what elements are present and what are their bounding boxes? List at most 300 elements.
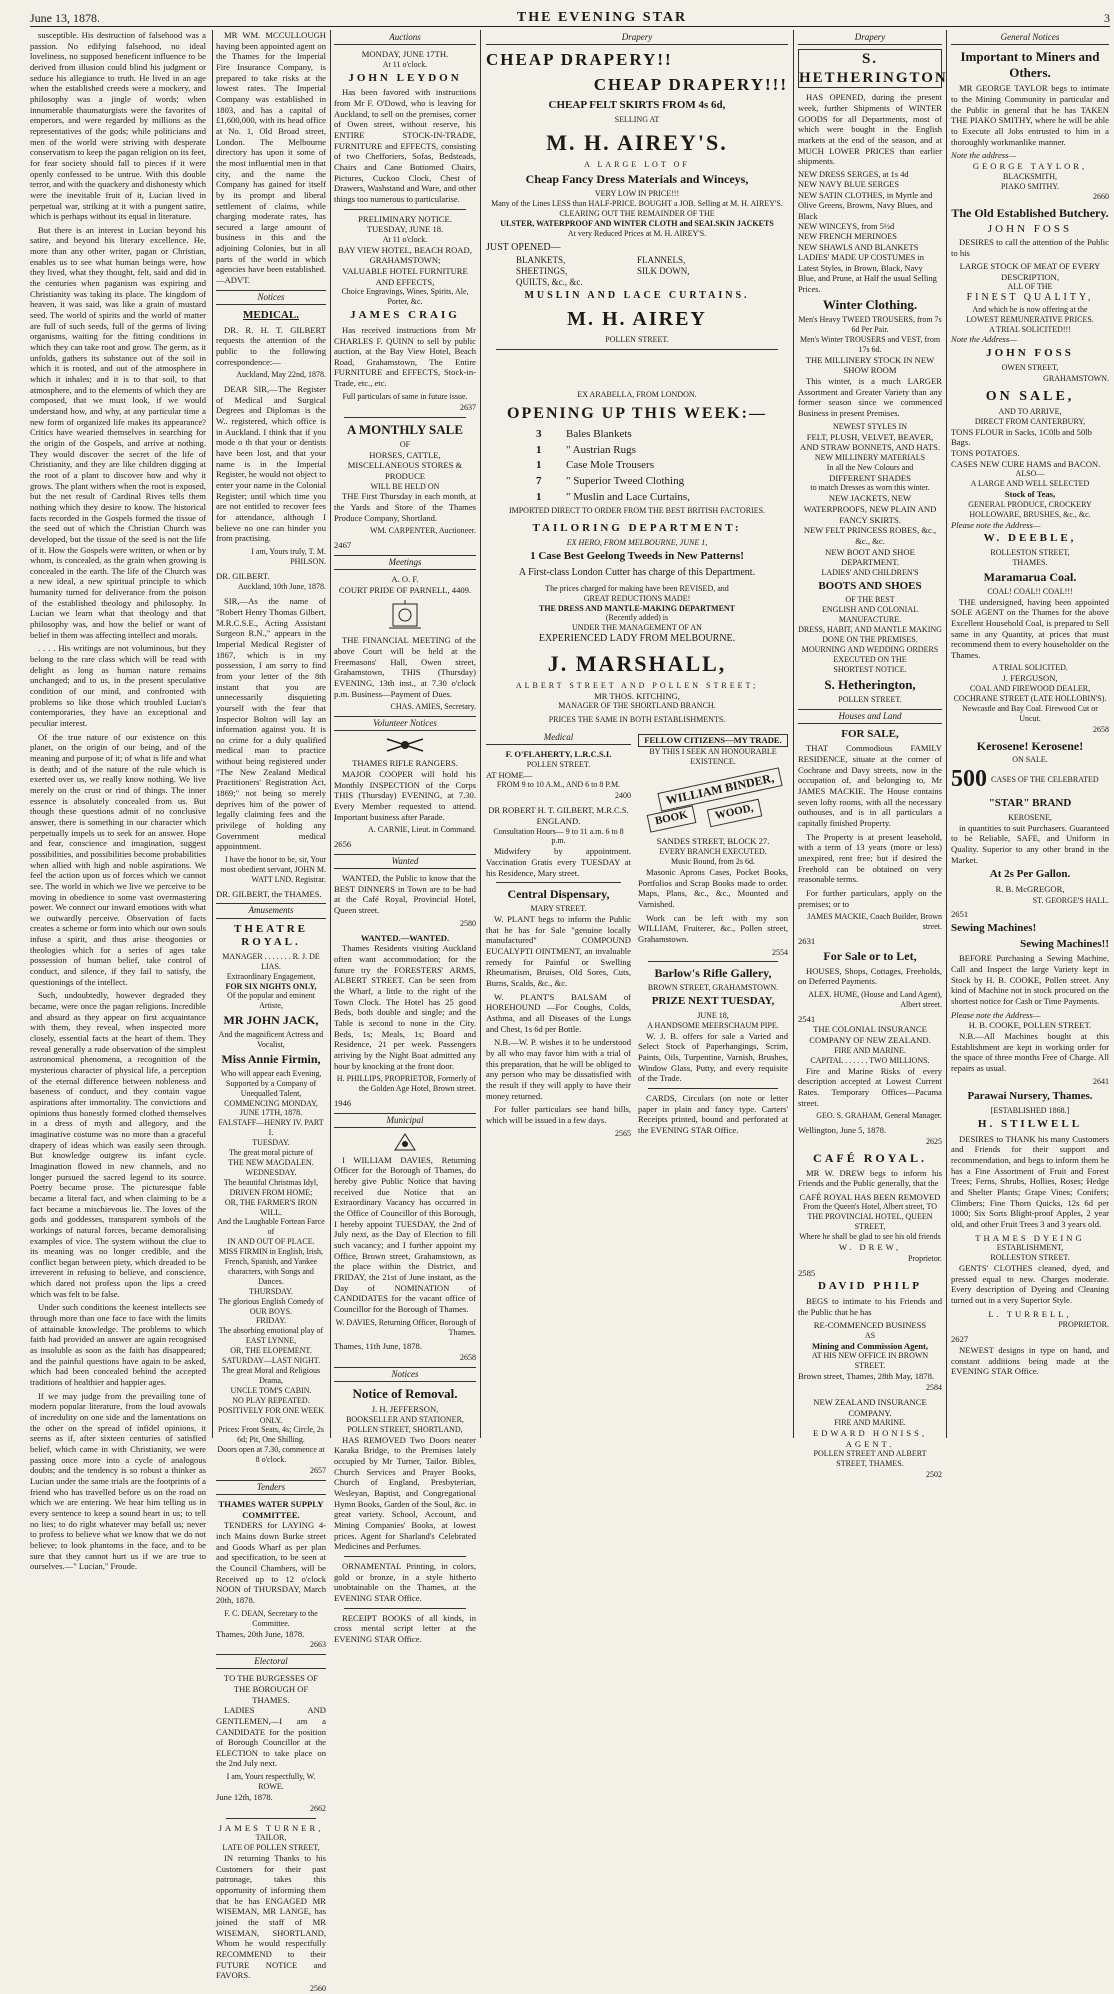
new-jackets: NEW JACKETS, NEW WATERPROOFS, NEW PLAIN AND FANCY SKIRTS. bbox=[803, 493, 937, 525]
theatre-program-line: And the Laughable Fortean Farce of bbox=[217, 1217, 325, 1237]
stilwell-body: DESIRES to THANK his many Customers and Friends for their support and recommendation, and begs to inform them he has a Fine Assortment of Fruit and Forest Trees; Ferns, Shrubs, Hollies, Roses; Hedge and Shelter Plants; Grape Vines; Conifers; Climbers; Fine Thorn Quicks, 12s 6d per 1000; Six Sorts Blight-proof Apples, 2 year old, and other Fruit Trees 3 and 3 years old. bbox=[951, 1133, 1109, 1229]
general-produce: GENERAL PRODUCE, CROCKERY HOLLOWARE, BRUSHES, &c., &c. bbox=[968, 499, 1092, 519]
article-paragraph: . . . . His writings are not voluminous, but they belong to the rare class which will be read with delight as long as human nature remains unchanged; and to us, in the present speculative condition of our mind, and confronted with problems so like those which troubled Lucian's contemporaries, they have an exceptional and peculiar interest. bbox=[30, 643, 206, 728]
english-colonial: ENGLISH AND COLONIAL MANUFACTURE. bbox=[822, 605, 918, 625]
gilbert: DR ROBERT H. T. GILBERT, M.R.C.S. ENGLAND. bbox=[488, 805, 629, 826]
miners-body: MR GEORGE TAYLOR begs to intimate to the Mining Community in particular and the Public in general that he has TAKEN THE PIAKO SMITHY, where he will be able to Execute all Jobs entrusted to him in a thoroughly workmanlike manner. bbox=[951, 83, 1109, 147]
j-marshall: J. MARSHALL, bbox=[547, 650, 727, 676]
j-ferguson: J. FERGUSON, bbox=[1002, 673, 1058, 684]
theatre-program-line: The great moral picture of bbox=[229, 1148, 313, 1158]
auction-time: At 11 o'clock. bbox=[382, 59, 428, 69]
section-header: Notices bbox=[216, 290, 326, 305]
same-prices: PRICES THE SAME IN BOTH ESTABLISHMENTS. bbox=[548, 715, 726, 725]
theatre-program-line: IN AND OUT OF PLACE. bbox=[227, 1237, 315, 1247]
note-address: Note the Address— bbox=[951, 334, 1017, 345]
theatre-program-line: SATURDAY—LAST NIGHT. bbox=[221, 1356, 321, 1366]
blacksmith: BLACKSMITH, bbox=[1002, 171, 1057, 181]
article-paragraph: If we may judge from the prevailing tone of modern popular literature, from the loud avowals of incredulity on one side and the lamentations on the other on the spread of infidel opinions, it seems as if, after sixteen centuries of satisfied belief, which came in with Christianity, we were passing once more into a cycle of analogous doubts; and the tendency is so robust a thinker as Lucian under the same trials are the footprints of a friend who has travelled before us on the road on which we are entering. We hear him telling us in every sentence to keep a sound heart in us; to tell no lies; to do right whatever may befall us; never to profess to believe what we know that we do not believe; to look phantoms in the face, and to be sure that they cannot hurt us if we are true to ourselves.—" Lucian," Froude. bbox=[30, 1390, 206, 1572]
column-4b-medical bbox=[486, 730, 631, 1438]
theatre-program-line: The great Moral and Religious Drama, bbox=[221, 1366, 321, 1385]
thames-dyeing: THAMES DYEING bbox=[975, 1232, 1085, 1243]
ad-number: 2554 bbox=[772, 947, 788, 957]
section-header: Drapery bbox=[486, 32, 788, 45]
auction-body: Has been favored with instructions from Mr F. O'Dowd, who is leaving for Auckland, to sell on the premises, corner of Owen street, without reserve, his ENTIRE STOCK-IN-TRADE, FURNITURE and EFFECTS, consisting of two Chefforiers, Sofas, Bedsteads, Chairs and Cane Bottomed Chairs, Pictures, Cuckoo Clock, Chest of Drawers, Washstand and Ware, and other things too numerous to particularise. bbox=[334, 87, 476, 204]
edward-honiss: EDWARD HONISS, AGENT. bbox=[812, 1428, 928, 1449]
clearing-out: CLEARING OUT THE REMAINDER OF THE bbox=[559, 208, 715, 218]
column-1-article bbox=[30, 30, 206, 1572]
star-brand: "STAR" BRAND bbox=[988, 797, 1072, 810]
john-foss: JOHN FOSS bbox=[986, 347, 1074, 360]
large-lot: A LARGE LOT OF bbox=[584, 160, 690, 170]
hetherington-list bbox=[798, 170, 942, 295]
central-dispensary: Central Dispensary, bbox=[507, 887, 610, 902]
section-header: Medical bbox=[486, 732, 631, 745]
article-paragraph: Such, undoubtedly, however degraded they became, were once the pagan religions. Incredible and absurd as they appear on first acquaintance with them, they reveal, when inspected more closely, essential facts at the heart of them. They reveal generally a rude observation of the simplest astronomical phenomena, a recognition of the mysterious character of physical life, a perception of the eternal difference between nobleness and baseness of conduct, and they contain vague aspirations after immortality. The convictions and opinions thus honestly formed clothed themselves in a dress of myth and allegory, and the imaginative costume was no more than a graceful drapery of ideas which was easily seen through. But knowledge outgrew its infant cycle. Imagination flowed in new channels, and no longer pursued the sacred legend to its source. Poetry became prose. The picturesque fable became a literal fact, and when claiming to be a fact became a mischievous lie. The loves of the gods and goddesses, transparent symbols of the workings of natural forces, became demoralising examples of vice. The system without the clue to its meaning was no longer credible, and the conflict began between piety, which dreaded to be irreverent in refusing to believe, and conscience, which dared not profess upon the lips a creed which was felt to be false. bbox=[30, 990, 206, 1299]
theatre-title: THEATRE ROYAL. bbox=[234, 922, 308, 949]
wanted-body: Thames Residents visiting Auckland often want accommodation; for the future try the FORESTERS' ARMS, ALBERT STREET. Can be seen from the Wharf, a little to the right of the Town Clock. The Hotel has 25 good Beds, both double and single; and the Table is second to none in the City. Beds, 1s; Meals, 1s; Board and Residence, 21 per week. Passengers arriving by the Night Boat admitted any hour by knocking at the front door. bbox=[334, 943, 476, 1071]
brown-street: BROWN STREET, GRAHAMSTOWN. bbox=[647, 983, 779, 993]
opened-item: QUILTS, &c., &c. bbox=[516, 277, 583, 288]
item-desc: " Superior Tweed Clothing bbox=[566, 474, 685, 487]
auctioneer-name: JAMES CRAIG bbox=[350, 309, 460, 322]
theatre-star: Miss Annie Firmin, bbox=[221, 1051, 321, 1066]
theatre-program-line: OUR BOYS. bbox=[249, 1306, 293, 1316]
teas-selected: A LARGE AND WELL SELECTED bbox=[970, 479, 1090, 489]
tender-sign: F. C. DEAN, Secretary to the Committee. bbox=[224, 1608, 318, 1628]
ad-number: 2502 bbox=[926, 1470, 942, 1480]
letter-date: Auckland, May 22nd, 1878. bbox=[236, 370, 326, 380]
article-paragraph: Of the true nature of our existence on this planet, on the origin of our being, and of the meaning and purpose of it; of what is life and what is death; and of the nature of the rule which is exerted over us, we really know nothing. We live merely on the crust or rind of things. The inner essence is absolutely concealed from us. But though these questions admit of no conclusive answer, there is something in our character which perpetually impels us to seek for an answer. Hope and fear, conscience and imagination, suggest possibilities, and possibilities become probabilities when allied with high and noble aspirations. We feel the action upon us of forces which we cannot see. The world in which we live we perceive to be moving in obedience to some vast overmastering power. We connect our inward emotions with what we outwardly perceive. Observation of facts creates a scheme or form into which our own souls infuse a spirit, and thus arise theogonies or theologies which for a series of ages take possession of human belief, take control of conduct, and silence, if they fail to satisfy, the questionings of the intellect. bbox=[30, 731, 206, 987]
cafe-body: MR W. DREW begs to inform his Friends and the Public generally, that the bbox=[798, 1167, 942, 1189]
boots-shoes: BOOTS AND SHOES bbox=[818, 579, 922, 592]
dyeing-body: GENTS' CLOTHES cleaned, dyed, and pressed equal to new. Charges moderate. Every description of Dyeing and Cleaning turned out in a very Superior Style. bbox=[951, 1263, 1109, 1305]
w-deeble: W. DEEBLE, bbox=[983, 532, 1077, 545]
receipt-body: RECEIPT BOOKS of all kinds, in cross mental script letter at the EVENING STAR Office. bbox=[334, 1612, 476, 1644]
paper-title: THE EVENING STAR bbox=[516, 10, 688, 25]
theatre-program-line: JUNE 17TH, 1878. bbox=[239, 1108, 303, 1118]
removal-name: J. H. JEFFERSON, bbox=[371, 1404, 439, 1415]
aof-title: A. O. F. bbox=[391, 574, 419, 585]
rangers-sign: A. CARNIE, Lieut. in Command. bbox=[368, 825, 476, 835]
nz-fire: FIRE AND MARINE. bbox=[834, 1418, 906, 1428]
theatre-program bbox=[216, 1069, 326, 1426]
wanted-body: WANTED, the Public to know that the BEST DINNERS in Town are to be had at the Café Royal, Provincial Hotel, Queen street. bbox=[334, 873, 476, 916]
column-rule bbox=[946, 30, 947, 1438]
theatre-manager: MANAGER . . . . . . . R. J. DE LIAS. bbox=[222, 951, 320, 971]
miners-title: Important to Miners and Others. bbox=[960, 49, 1100, 81]
of-street: POLLEN STREET. bbox=[526, 759, 591, 769]
stamp-text: WOOD, bbox=[707, 799, 762, 827]
turner-sub: LATE OF POLLEN STREET, bbox=[222, 1843, 320, 1853]
article-paragraph: But there is an interest in Lucian beyond his satire, and beyond his literary excellence. He, more than any other writer, pagan or Christian, enables us to see what human beings were, how they lived, what they thought, felt, said and did in the centuries when paganism was expiring and Christianity was taking its place. The kingdom of heaven, it was said, was like a grain of mustard seed. The world of spirits and the world of matter are full of such seeds, full of the germs of living organisms, waiting for the fitting conditions in which they can take root and grow. The germ, as it unfolds, gathers its substance out of the soil in which it is rooted, and out of the atmosphere in which it inhales; and it is to that soil, to that atmosphere, and to the elements of which they are composed, that we must look, if we would understand how, and why, at any particular time a new form of organized life makes its appearance? Critics have wearied themselves in searching for the origin of the Gospels, and arrive at nothing. They would discover the secret of the life of Christianity, and they are like children digging at the root of a plant to discover how and why it grows. The plant withers when the root is exposed, but the net result of Cardinal Rives tells them nothing which they desire to know. The historical facts recorded in the Gospels formed the tissue of the seed out of which the Christian Church was developed, but the tissue of the seed is not the life of it. How the Gospels were written, or when or by whom, is concealed, as the grain when growing is concealed in the earth. The life of the Church was a new ideal, a new spiritual principle to which humanity turned for deliverance from the poison of the established theology and philosophy. In Lucian we learn what that theology and that philosophy was, and how the belief or want of belief in them was affecting intellect and morals. bbox=[30, 224, 206, 640]
to-arrive: AND TO ARRIVE, bbox=[998, 406, 1062, 416]
insurance-notice: MR WM. MCCULLOUGH having been appointed agent on the Thames for the Imperial Fire Insurance Company, is prepared to take risks at the lowest rates. The Imperial Company was established in 1803, and has a capital of £1,600,000, with its head office at No. 1, Old Broad street, London. The Melbourne directory has upon it some of the most influential men in that city, and the name the Company has gained for itself by its prompt and liberal settlement of claims, while charging moderate rates, has secured a large amount of business in this and the adjoining Colonies, but in all parts of the world in which agencies have been established.—ADVT. bbox=[216, 30, 326, 286]
removal-body: HAS REMOVED Two Doors nearer Karaka Bridge, to the Premises lately occupied by Mr Turner, Tailor. Bibles, Church Services and Prayer Books, Church of England, Presbyterian, Wesleyan, Baptist, and Congregational Hymn Books, Garden of the Soul, &c. in great variety. School, Account, and Mining Companies' Books, at lowest prices. Agent for Sharland's Celebrated Medicines and Perfumes. bbox=[334, 1434, 476, 1552]
opened-item: BLANKETS, bbox=[516, 254, 566, 265]
theatre-program-line: The beautiful Christmas Idyl, bbox=[223, 1177, 319, 1187]
theatre-program-line: DRIVEN FROM HOME; bbox=[229, 1187, 313, 1197]
stamp-text: WILLIAM BINDER, bbox=[657, 768, 782, 812]
newest-designs: NEWEST designs in type on hand, and constant additions being made at the EVENING STAR Office. bbox=[951, 1344, 1109, 1377]
monthly-held: WILL BE HELD ON bbox=[370, 481, 440, 491]
fire-marine: FIRE AND MARINE. bbox=[834, 1045, 906, 1055]
note-address: Please note the Address— bbox=[951, 1009, 1041, 1020]
theatre-program-line: NO PLAY REPEATED. bbox=[232, 1395, 310, 1405]
theatre-program-line: EAST LYNNE, bbox=[245, 1336, 297, 1346]
newcastle-coal: Newcastle and Bay Coal. Firewood Cut or Uncut. bbox=[962, 703, 1098, 723]
of-home: AT HOME— bbox=[486, 769, 533, 780]
ad-number: 2651 bbox=[951, 909, 969, 920]
aireys: M. H. AIREY'S. bbox=[546, 129, 728, 155]
column-rule bbox=[212, 30, 213, 1438]
article-paragraph: Under such conditions the keenest intellects see through more than one face to face with the limits of attainable knowledge. The problems to which faith had provided an answer are again recognised as insoluble as soon as the faith has disappeared; and the painful questions have again to be asked, which had been concealed behind the accepted traditions of healthier and happier ages. bbox=[30, 1302, 206, 1388]
theatre-line: Of the popular and eminent Artiste, bbox=[227, 991, 315, 1011]
auction-date: TUESDAY, JUNE 18. bbox=[366, 224, 444, 235]
also: ALSO— bbox=[1015, 469, 1045, 479]
oflaherty: F. O'FLAHERTY, L.R.C.S.I. bbox=[505, 749, 612, 760]
monthly-sign: WM. CARPENTER, Auctioneer. bbox=[370, 526, 476, 536]
cochrane-street: COCHRANE STREET (LATE HOLLOBIN'S). bbox=[953, 693, 1107, 703]
colonial-body: Fire and Marine Risks of every description accepted at Lowest Current Rates. Temporary Offices—Pacama street. bbox=[798, 1065, 942, 1108]
hetherington-body: HAS OPENED, during the present week, further Shipments of WINTER GOODS for all Departments, most of which were bought in the English markets at the end of the season, and at MUCH LOWER PRICES than earlier shipments. bbox=[798, 92, 942, 167]
k-on-sale: ON SALE. bbox=[1012, 755, 1048, 765]
rolleston-street: ROLLESTON STREET. bbox=[990, 1253, 1070, 1263]
theatre-line: FOR SIX NIGHTS ONLY, bbox=[225, 981, 317, 991]
opening-item bbox=[536, 491, 788, 505]
per-gallon: At 2s Per Gallon. bbox=[989, 868, 1071, 881]
auction-body: Has received instructions from Mr CHARLES F. QUINN to sell by public auction, at the Bay View Hotel, Beach Road, Grahamstown, The Entire FURNITURE and EFFECTS, Stock-in-Trade, etc., etc. bbox=[334, 324, 476, 389]
capital: CAPITAL . . . . . . TWO MILLIONS. bbox=[810, 1055, 930, 1065]
nz-insurance: NEW ZEALAND INSURANCE COMPANY. bbox=[813, 1396, 927, 1418]
owen-street: OWEN STREET, bbox=[1001, 362, 1059, 372]
sh-street: POLLEN STREET. bbox=[838, 694, 902, 704]
opened-item: SHEETINGS, bbox=[516, 265, 568, 276]
hetherington-item: NEW NAVY BLUE SERGES bbox=[798, 180, 900, 190]
imported-direct: IMPORTED DIRECT TO ORDER FROM THE BEST BRITISH FACTORIES. bbox=[508, 506, 766, 516]
lowest-prices: LOWEST REMUNERATIVE PRICES. bbox=[966, 314, 1094, 324]
column-3 bbox=[334, 30, 476, 1644]
ornamental-body: ORNAMENTAL Printing, in colors, gold or bronze, in a style hitherto unobtainable on the Thames, at the EVENING STAR Office. bbox=[334, 1561, 476, 1603]
establishment: ESTABLISHMENT, bbox=[996, 1243, 1064, 1253]
theatre-program-line: The absorbing emotional play of bbox=[218, 1326, 324, 1336]
masonic-body: Masonic Aprons Cases, Pocket Books, Portfolios and Scrap Books made to order. Maps, Plans, &c., &c., Mounted and Varnished. bbox=[638, 866, 788, 909]
coal-coal: COAL! COAL!! COAL!!! bbox=[987, 586, 1073, 596]
ad-number: 2657 bbox=[310, 1466, 326, 1476]
sewing-2: Sewing Machines!! bbox=[1020, 937, 1109, 950]
item-desc: " Muslin and Lace Curtains, bbox=[566, 490, 690, 503]
coal-dealer: COAL AND FIREWOOD DEALER, bbox=[969, 684, 1091, 694]
branch-manager: MANAGER OF THE SHORTLAND BRANCH. bbox=[558, 701, 716, 711]
colonial-insurance: THE COLONIAL INSURANCE COMPANY OF NEW ZEALAND. bbox=[809, 1024, 931, 1046]
theatre-program-line: UNCLE TOM'S CABIN. bbox=[230, 1385, 312, 1395]
auction-sale: VALUABLE HOTEL FURNITURE AND EFFECTS, bbox=[342, 266, 468, 287]
barlow-gallery: Barlow's Rifle Gallery, bbox=[654, 966, 772, 981]
section-header: Auctions bbox=[334, 32, 476, 45]
section-header: Wanted bbox=[334, 854, 476, 869]
section-header: Volunteer Notices bbox=[334, 716, 476, 731]
cafe-royal: CAFÉ ROYAL. bbox=[813, 1150, 927, 1165]
mourning-orders: MOURNING AND WEDDING ORDERS bbox=[801, 644, 939, 654]
ex-arabella: EX ARABELLA, FROM LONDON. bbox=[577, 390, 697, 400]
tailoring-dept: TAILORING DEPARTMENT: bbox=[532, 522, 742, 535]
ad-number: 2585 bbox=[798, 1267, 816, 1278]
maramarua-coal: Maramarua Coal. bbox=[983, 569, 1077, 584]
tender-body: TENDERS for LAYING 4-inch Mains down Burke street and Goods Wharf as per plan and specification, to be seen at the Council Chambers, will be Received up to 12 o'clock NOON of THURSDAY, March 20th, 1878. bbox=[216, 1520, 326, 1606]
ad-number: 2658 bbox=[460, 1353, 476, 1363]
for-let-body: HOUSES, Shops, Cottages, Freeholds, on Deferred Payments. bbox=[798, 965, 942, 987]
municipal-date: Thames, 11th June, 1878. bbox=[334, 1341, 422, 1352]
theatre-program-line: FALSTAFF—HENRY IV. PART I. bbox=[218, 1118, 324, 1138]
cafe-location: From the Queen's Hotel, Albert street, TO THE PROVINCIAL HOTEL, QUEEN STREET, bbox=[802, 1202, 937, 1232]
cheap-drapery-2: CHEAP DRAPERY!!! bbox=[593, 75, 788, 95]
auction-note: Full particulars of same in future issue. bbox=[342, 391, 468, 401]
as-label: AS bbox=[864, 1330, 876, 1340]
auction-items: Choice Engravings, Wines, Spirits, Ale, Porter, &c. bbox=[341, 287, 469, 307]
theatre-program-line: Supported by a Company of Unequalled Talent, bbox=[225, 1078, 317, 1098]
ad-number: 1946 bbox=[334, 1098, 352, 1109]
binder-stamp bbox=[638, 766, 788, 836]
theatre-line: And the magnificent Actress and Vocalist, bbox=[218, 1030, 324, 1050]
proprietor: PROPRIETOR. bbox=[1058, 1320, 1109, 1330]
shortest-notice: SHORTEST NOTICE. bbox=[833, 664, 907, 674]
ad-number: 2560 bbox=[310, 1983, 326, 1993]
auction-time: At 11 o'clock. bbox=[382, 234, 428, 244]
opening-item bbox=[536, 459, 788, 473]
potatoes: TONS POTATOES. bbox=[951, 448, 1020, 459]
sandes-street: SANDES STREET, BLOCK 27. bbox=[656, 836, 770, 847]
all-of: ALL OF THE bbox=[1007, 282, 1053, 292]
column-6-general bbox=[951, 30, 1109, 1438]
removal-sub: BOOKSELLER AND STATIONER, bbox=[346, 1414, 464, 1424]
column-4-drapery bbox=[486, 30, 788, 730]
auction-date: MONDAY, JUNE 17TH. bbox=[361, 49, 449, 60]
felt-skirts: CHEAP FELT SKIRTS FROM 4s 6d, bbox=[548, 99, 726, 112]
wanted-sign: H. PHILLIPS, PROPRIETOR, Formerly of the Golden Age Hotel, Brown street. bbox=[336, 1074, 476, 1094]
letter-recipient: DR. GILBERT. bbox=[216, 570, 270, 581]
electoral-sign: I am, Yours respectfully, W. ROWE. bbox=[226, 1772, 316, 1792]
hetherington-item: NEW SATIN CLOTHES, in Myrtle and Olive Greens, Browns, Navy Blues, and Black bbox=[798, 190, 933, 221]
london-cutter: A First-class London Cutter has charge of this Department. bbox=[518, 567, 756, 579]
george-taylor: GEORGE TAYLOR, bbox=[972, 160, 1088, 171]
ad-number: 2660 bbox=[1093, 192, 1109, 202]
david-philp: DAVID PHILP bbox=[817, 1280, 922, 1293]
turner-title: JAMES TURNER, bbox=[218, 1822, 324, 1833]
opened-item: FLANNELS, bbox=[637, 254, 686, 265]
management: UNDER THE MANAGEMENT OF AN bbox=[572, 623, 702, 633]
ad-number: 2625 bbox=[926, 1136, 942, 1146]
winter-item: Men's Heavy TWEED TROUSERS, from 7s 6d Per Pair. bbox=[798, 315, 942, 335]
municipal-crest-icon bbox=[385, 1132, 425, 1152]
flour: TONS FLOUR in Sacks, 1C0lb and 50lb Bags. bbox=[951, 426, 1092, 448]
stock-teas: Stock of Teas, bbox=[1004, 489, 1056, 500]
sewing-body: BEFORE Purchasing a Sewing Machine, Call and Inspect the large Variety kept in Stock by H. B. COOKE, Pollen street. Any kind of Machine not in stock procured on the shortest notice for Cash or Time Payments. bbox=[951, 953, 1109, 1006]
meeting-sign: CHAS. AMIES, Secretary. bbox=[390, 702, 476, 712]
ad-number: 2637 bbox=[460, 402, 476, 412]
hb-cooke: H. B. COOKE, POLLEN STREET. bbox=[968, 1020, 1092, 1031]
theatre-star: MR JOHN JACK, bbox=[223, 1013, 319, 1028]
note-address: Note the address— bbox=[951, 150, 1017, 161]
section-header: Drapery bbox=[798, 32, 942, 45]
financial-meeting-body: THE FINANCIAL MEETING of the above Court will be held at the Freemasons' Hall, Owen street, Grahamstown, THIS (Thursday) EVENING, 13th inst., at 7.30 o'clock p.m. Business—Payment of Dues. bbox=[334, 635, 476, 699]
rifle-crest-icon bbox=[385, 735, 425, 755]
kerosene-label: KEROSENE, bbox=[1008, 812, 1052, 822]
masthead bbox=[30, 4, 1110, 27]
column-4c-binder bbox=[638, 730, 788, 1438]
turner-body: IN returning Thanks to his Customers for their past patronage, takes this opportunity of informing them that he has ENGAGED MR WISEMAN, MR LANGE, has joined the staff of MR WISEMAN, SHORTLAND, Whom he would respectfully RECOMMEND to their FUTURE NOTICE and FAVORS. bbox=[216, 1852, 326, 1981]
ad-number: 2565 bbox=[615, 1128, 631, 1138]
thames: THAMES. bbox=[1012, 557, 1048, 567]
dress-habit: DRESS, HABIT, AND MANTLE MAKING bbox=[798, 625, 942, 635]
theatre-program-line: MISS FIRMIN in English, Irish, French, Spanish, and Yankee characters, with Songs and Dances. bbox=[218, 1247, 323, 1286]
theatre-program-line: THE NEW MAGDALEN. bbox=[228, 1157, 314, 1167]
mcgregor: R. B. McGREGOR, bbox=[995, 883, 1065, 894]
electoral-body: LADIES AND GENTLEMEN,—I am a CANDIDATE for the position of Borough Councillor at the ELECTION to take place on the 2nd July next. bbox=[216, 1705, 326, 1769]
st-georges-hall: ST. GEORGE'S HALL. bbox=[1032, 895, 1109, 905]
millinery-body: This winter, is a much LARGER Assortment and Greater Variety than any former season since we commenced Business in present Premises. bbox=[798, 376, 942, 419]
piako-smithy: PIAKO SMITHY. bbox=[1000, 181, 1060, 191]
column-rule bbox=[480, 30, 481, 1438]
finest-quality: FINEST QUALITY, bbox=[966, 292, 1094, 304]
paperhangings-body: W. J. B. offers for sale a Varied and Select Stock of Paperhangings, Scrim, Paints, Oils, Turpentine, Varnish, Brushes, Window Glass, Putty, and every requisite of the Trade. bbox=[638, 1030, 788, 1084]
executed-on: EXECUTED ON THE bbox=[833, 654, 907, 664]
mining-agent: Mining and Commission Agent, bbox=[811, 1340, 929, 1351]
princess-robes: NEW FELT PRINCESS ROBES, &c., &c., &c. bbox=[803, 525, 937, 546]
k-cases: CASES OF THE CELEBRATED bbox=[991, 775, 1099, 785]
opened-list bbox=[516, 255, 758, 288]
monthly-body: THE First Thursday in each month, at the Yards and Store of the Thames Produce Company, Shortland. bbox=[334, 491, 476, 523]
millinery-stock: THE MILLINERY STOCK IN NEW SHOW ROOM bbox=[805, 354, 935, 376]
meerschaum-pipe: A HANDSOME MEERSCHAUM PIPE. bbox=[647, 1020, 779, 1030]
theatre-program-line: WEDNESDAY. bbox=[245, 1167, 297, 1177]
reduced-prices: At very Reduced Prices at M. H. AIREY'S. bbox=[567, 228, 707, 238]
ad-number: 2580 bbox=[460, 918, 476, 928]
for-sale-body: The Property is at present leasehold, with a term of 13 years (more or less) unexpired, rent free; but if desired the Freehold can be obtained on very reasonable terms. bbox=[798, 831, 942, 885]
electoral-title: TO THE BURGESSES OF THE BOROUGH OF THAMES. bbox=[224, 1673, 318, 1705]
albert-street: ALBERT STREET AND POLLEN STREET; bbox=[515, 680, 759, 690]
k-500: 500 bbox=[951, 766, 987, 793]
parawai-nursery: Parawai Nursery, Thames. bbox=[967, 1090, 1093, 1103]
hams: CASES NEW CURE HAMS and BACON. bbox=[951, 458, 1101, 469]
item-qty: 1 bbox=[536, 490, 542, 503]
ad-number: 2658 bbox=[1093, 724, 1109, 734]
great-reductions: GREAT REDUCTIONS MADE! bbox=[583, 593, 691, 603]
auctioneer-name: JOHN LEYDON bbox=[348, 71, 462, 84]
medical-body: DR. R. H. T. GILBERT requests the attention of the public to the following correspondence:— bbox=[216, 324, 326, 367]
hetherington-item: LADIES' MADE UP COSTUMES in Latest Styles, in Brown, Black, Navy Blue, and Prune, at Half the usual Selling Prices. bbox=[798, 253, 937, 294]
ad-number: 2627 bbox=[951, 1334, 969, 1345]
k-500-row bbox=[951, 765, 1109, 795]
opened-item: SILK DOWN, bbox=[637, 265, 690, 276]
butchery-title: The Old Established Butchery. bbox=[951, 206, 1109, 221]
section-header: Municipal bbox=[334, 1113, 476, 1128]
on-sale: ON SALE, bbox=[985, 388, 1075, 404]
section-header: Meetings bbox=[334, 555, 476, 570]
for-let-sign: ALEX. HUME, (House and Land Agent), Albert street. bbox=[808, 989, 942, 1009]
column-2 bbox=[216, 30, 326, 1993]
cards-body: CARDS, Circulars (on note or letter paper in plain and fancy type. Carters' Receipts printed, bound and perforated at the EVENING STAR Office. bbox=[638, 1092, 788, 1135]
turner-sub: TAILOR, bbox=[255, 1833, 287, 1843]
music-bound: Music Bound, from 2s 6d. bbox=[671, 857, 755, 867]
sewing-nb: N.B.—All Machines bought at this Establishment are kept in working order for the space of three months Free of Charge. All repairs as usual. bbox=[951, 1030, 1109, 1073]
winter-item: Men's Winter TROUSERS and VEST, from 17s 6d. bbox=[799, 334, 941, 354]
letter-body: SIR,—As the name of "Robert Henry Thomas Gilbert, M.R.C.S.E., Acting Assistant Surgeon R.N.," appears in the Imperial Medical Register of 1867, which is in my possession, I am sorry to find from your letter of the 8th instant that you are unnecessarily disquieting yourself with the fear that Inspector Bolton will lay an information against you. It is no crime for a duly qualified medical man to practice without being registered under "The New Zealand Medical Practitioners' Registration Act, 1869;" not being so merely deprives him of the power of legally claiming fees and the privilege of holding any Government medical appointment. bbox=[216, 596, 326, 852]
item-desc: Bales Blankets bbox=[566, 428, 632, 441]
half-price-lines: Many of the Lines LESS than HALF-PRICE. BOUGHT a JOB. Selling at M. H. AIREY'S. bbox=[491, 198, 783, 208]
ladies-children: LADIES' AND CHILDREN'S bbox=[821, 567, 919, 577]
theatre-prices: Prices: Front Seats, 4s; Circle, 2s 6d; Pit, One Shilling. bbox=[218, 1425, 324, 1445]
ad-number: 2400 bbox=[615, 791, 631, 801]
cheap-drapery-1: CHEAP DRAPERY!! bbox=[486, 50, 673, 70]
column-5-drapery bbox=[798, 30, 948, 1480]
section-header: Electoral bbox=[216, 1654, 326, 1669]
honourable-existence: BY THIS I SEEK AN HONOURABLE EXISTENCE. bbox=[649, 746, 777, 766]
grahamstown: GRAHAMSTOWN. bbox=[1043, 373, 1109, 383]
fancy-dress: Cheap Fancy Dress Materials and Winceys, bbox=[525, 172, 749, 187]
section-header: Houses and Land bbox=[798, 709, 942, 724]
page-number: 3 bbox=[1104, 11, 1110, 25]
letter-sign: I have the honor to be, sir, Your most obedient servant, JOHN M. WATT LND. Registrar. bbox=[220, 855, 326, 884]
for-sale-body: For further particulars, apply on the premises; or to bbox=[798, 887, 942, 909]
theatre-program-line: OR, THE FARMER'S IRON WILL. bbox=[224, 1197, 318, 1217]
monthly-items: HORSES, CATTLE, MISCELLANEOUS STORES & PRODUCE bbox=[347, 449, 463, 481]
kitching: MR THOS. KITCHING, bbox=[594, 690, 680, 701]
winter-clothing: Winter Clothing. bbox=[822, 297, 918, 312]
muslin-curtains: MUSLIN AND LACE CURTAINS. bbox=[524, 290, 750, 302]
different-shades: DIFFERENT SHADES bbox=[829, 472, 911, 483]
hetherington-title: S. HETHERINGTON bbox=[798, 49, 942, 88]
cafe-removed: CAFÉ ROYAL HAS BEEN REMOVED bbox=[799, 1191, 941, 1202]
medical-title: MEDICAL. bbox=[243, 308, 299, 321]
letter-recipient: DR. GILBERT, the THAMES. bbox=[216, 888, 322, 899]
work-body: Work can be left with my son WILLIAM, Fruiterer, &c., Pollen street, Grahamstown. bbox=[638, 912, 788, 944]
issue-date: June 13, 1878. bbox=[30, 11, 100, 25]
gilbert-body: Midwifery by appointment. Vaccination Gratis every TUESDAY at his Residence, Mary street. bbox=[486, 846, 631, 878]
trial-solicited: A TRIAL SOLICITED!!! bbox=[989, 324, 1071, 334]
fellow-citizens: FELLOW CITIZENS—MY TRADE. bbox=[638, 734, 788, 747]
electoral-date: June 12th, 1878. bbox=[216, 1791, 273, 1802]
court-name: COURT PRIDE OF PARNELL, 4409. bbox=[338, 584, 472, 595]
theatre-program-line: FRIDAY. bbox=[255, 1316, 286, 1326]
kerosene: Kerosene! Kerosene! bbox=[976, 738, 1084, 753]
rangers-title: THAMES RIFLE RANGERS. bbox=[352, 758, 458, 769]
letter-body: DEAR SIR,—The Register of Medical and Surgical Degrees and Diplomas is the W.. registered, which office is in Auckland. I think that if you mode o th that your or dentists have been lost, and that your name is in the Imperial Register, he would not object to enter your name in the Colonial Register; until which time you are not entitled to recover fees for attendance, although I believe no one can hinder you from practising. bbox=[216, 384, 326, 544]
ad-number: 2663 bbox=[310, 1640, 326, 1650]
municipal-sign: W. DAVIES, Returning Officer, Borough of Thames. bbox=[335, 1317, 476, 1337]
item-qty: 7 bbox=[536, 474, 542, 487]
hetherington-item: NEW WINCEYS, from 5½d bbox=[798, 222, 895, 232]
balsam-body: W. PLANT'S BALSAM of HOREHOUND —For Coughs, Colds, Asthma, and all Diseases of the Lungs and Chest, 1s 6d per Bottle. bbox=[486, 991, 631, 1034]
of-hours: FROM 9 to 10 A.M., AND 6 to 8 P.M. bbox=[496, 780, 621, 790]
ad-number: 2467 bbox=[334, 540, 352, 551]
theatre-program-line: TUESDAY. bbox=[252, 1138, 290, 1148]
just-opened: JUST OPENED— bbox=[486, 242, 561, 254]
theatre-program-line: OR, THE ELOPEMENT. bbox=[230, 1346, 312, 1356]
item-desc: Case Mole Trousers bbox=[566, 459, 655, 472]
millinery-materials: NEW MILLINERY MATERIALS bbox=[814, 452, 926, 462]
ad-number: 2656 bbox=[334, 839, 352, 850]
theatre-program-line: Who will appear each Evening, bbox=[220, 1068, 322, 1078]
particulars-body: For fuller particulars see hand bills, which will be issued in a few days. bbox=[486, 1104, 631, 1125]
canterbury: DIRECT FROM CANTERBURY, bbox=[974, 416, 1086, 426]
recommenced: RE-COMMENCED BUSINESS bbox=[813, 1320, 927, 1331]
for-sale-sign: JAMES MACKIE, Coach Builder, Brown street. bbox=[807, 912, 942, 932]
david-loc: Brown street, Thames, 28th May, 1878. bbox=[798, 1371, 935, 1382]
opening-item bbox=[536, 475, 788, 489]
cafe-friends: Where he shall be glad to see his old friends bbox=[799, 1232, 941, 1242]
section-header: Amusements bbox=[216, 903, 326, 918]
theatre-program-line: COMMENCING MONDAY, bbox=[224, 1098, 318, 1108]
article-paragraph: susceptible. His destruction of falsehood was a passion. No edifying falsehood, no ideal loveliness, no supposed beneficent influence to be derived from illusion could blind his judgment or seduce his allegiance to truth. He lived in an age when the established creeds were a mockery, and philosophy was a jingle of words; when innumerable thaumaturgists were the favorites of emperors, and were regarded by millions as the representatives of the gods; while politicians and men of the world were striving with desperate conservatism to keep the pagan religion on its feet, for fear society should fall to pieces if it were openly confessed to be untrue. With this double terror, and with the quackery and dishonesty which were the inevitable fruit of it, Lucian lived in perpetual war, striking at it with a pungent satire, which is perhaps without its equal in literature. bbox=[30, 30, 206, 222]
